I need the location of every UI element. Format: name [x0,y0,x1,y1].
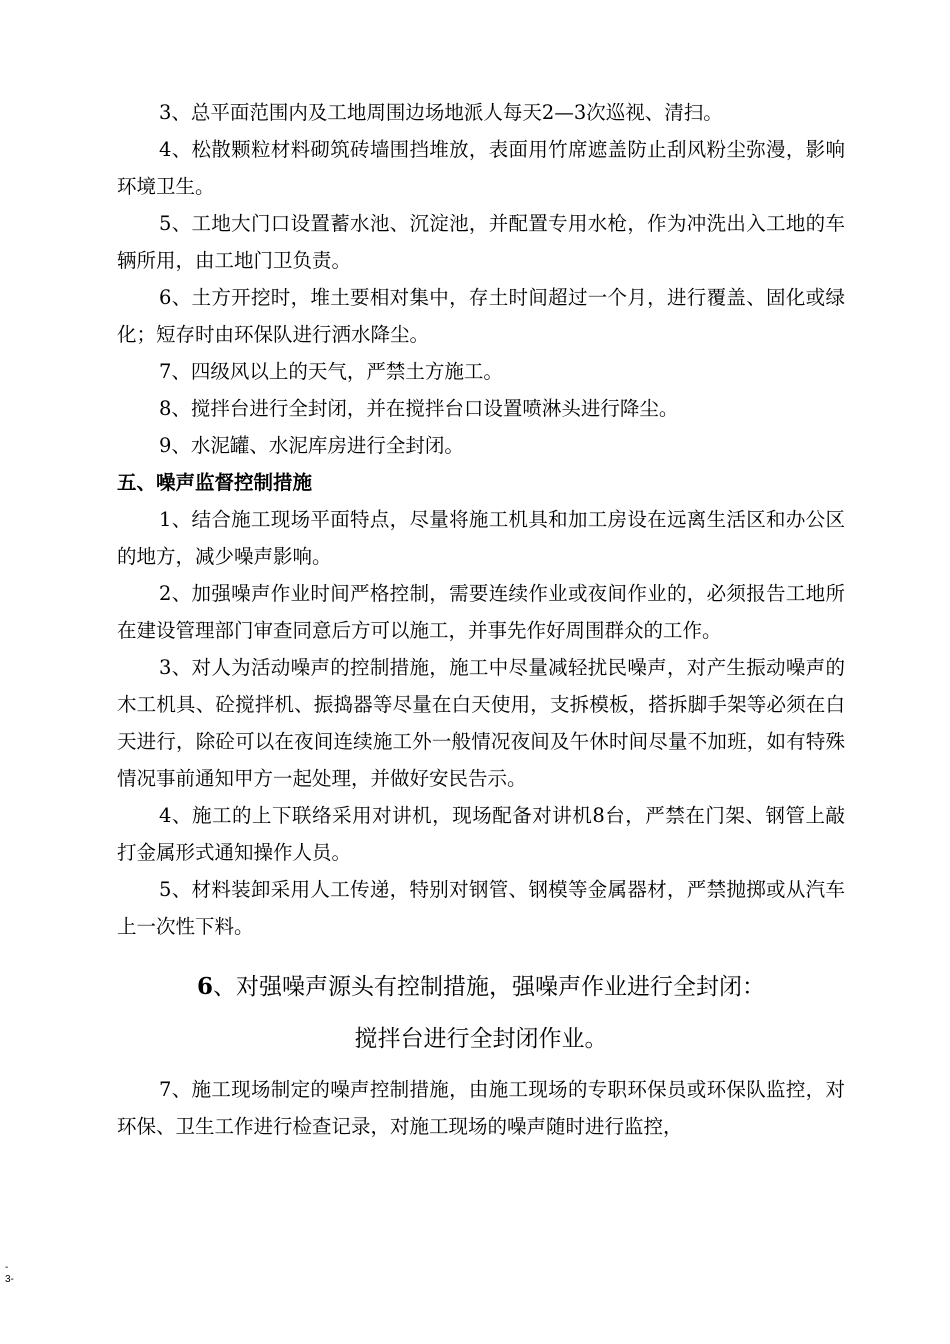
section-heading: 五、噪声监督控制措施 [117,471,313,494]
noise-item-3: 3、对人为活动噪声的控制措施，施工中尽量减轻扰民噪声，对产生振动噪声的木工机具、砼搅拌机、振捣器等尽量在白天使用，支拆模板，搭拆脚手架等必须在白天进行，除砼可以在夜间连续施工外一般情况夜间及午休时间尽量不加班，如有特殊情况事前通知甲方一起处理，并做好安民告示。 [117,656,845,790]
noise-item-6-number: 6 [196,973,213,1000]
footer-dash: - [5,1262,9,1273]
paragraph-item-7: 7、四级风以上的天气，严禁土方施工。 [159,360,503,383]
paragraph-item-9: 9、水泥罐、水泥库房进行全封闭。 [159,434,464,457]
paragraph-item-3: 3、总平面范围内及工地周围边场地派人每天2—3次巡视、清扫。 [159,101,723,124]
page-footer [5,1262,14,1286]
noise-item-6-text: 、对强噪声源头有控制措施，强噪声作业进行全封闭： [213,974,765,1000]
page-number: 3- [5,1274,14,1285]
noise-item-4: 4、施工的上下联络采用对讲机，现场配备对讲机8台，严禁在门架、钢管上敲打金属形式通知操作人员。 [117,804,845,864]
paragraph-item-5: 5、工地大门口设置蓄水池、沉淀池，并配置专用水枪，作为冲洗出入工地的车辆所用，由工地门卫负责。 [117,212,845,272]
noise-item-2: 2、加强噪声作业时间严格控制，需要连续作业或夜间作业的，必须报告工地所在建设管理部门审查同意后方可以施工，并事先作好周围群众的工作。 [117,582,845,642]
paragraph-item-6: 6、土方开挖时，堆土要相对集中，存土时间超过一个月，进行覆盖、固化或绿化；短存时由环保队进行洒水降尘。 [117,286,845,346]
noise-item-6-sub: 搅拌台进行全封闭作业。 [354,1026,608,1052]
paragraph-item-8: 8、搅拌台进行全封闭，并在搅拌台口设置喷淋头进行降尘。 [159,397,679,420]
noise-item-5: 5、材料装卸采用人工传递，特别对钢管、钢模等金属器材，严禁抛掷或从汽车上一次性下料。 [117,878,845,938]
paragraph-item-4: 4、松散颗粒材料砌筑砖墙围挡堆放，表面用竹席遮盖防止刮风粉尘弥漫，影响环境卫生。 [117,138,845,198]
noise-item-6 [117,967,845,1007]
noise-item-1: 1、结合施工现场平面特点，尽量将施工机具和加工房设在远离生活区和办公区的地方，减少噪声影响。 [117,508,845,568]
noise-item-7: 7、施工现场制定的噪声控制措施，由施工现场的专职环保员或环保队监控，对环保、卫生工作进行检查记录，对施工现场的噪声随时进行监控， [117,1078,845,1138]
document-body [117,94,845,1145]
